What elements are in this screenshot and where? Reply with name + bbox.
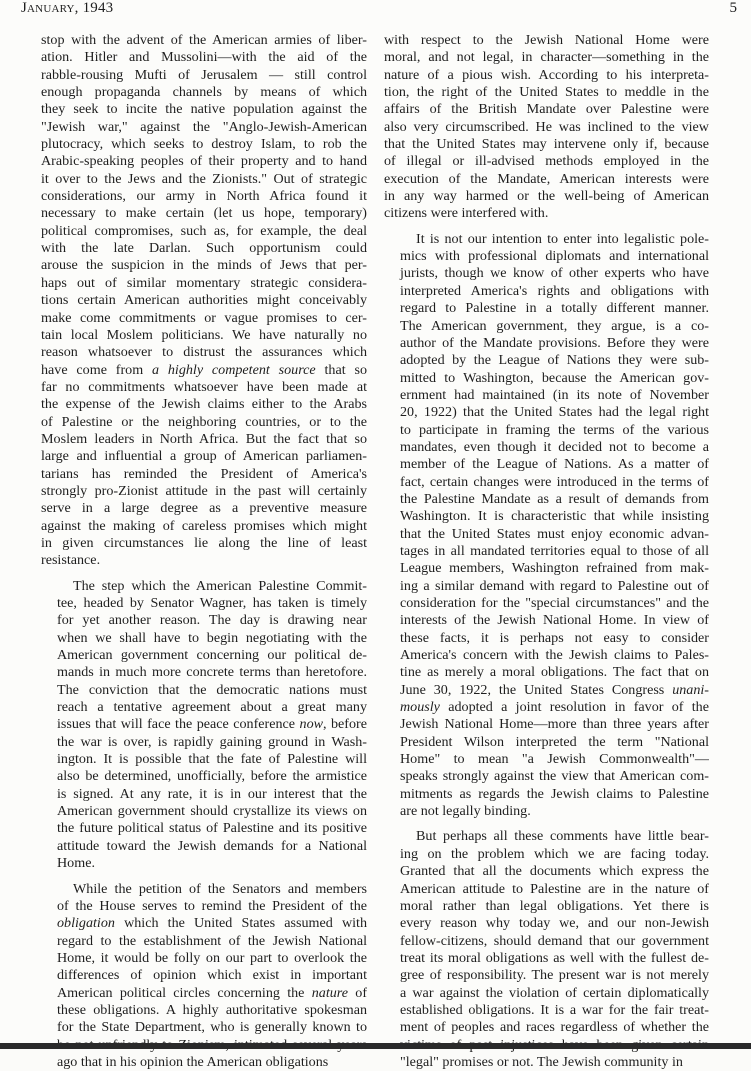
text-line: American political circles concerning the nature of (41, 985, 367, 1002)
text-line: with the late Darlan. Such opportunism could (41, 240, 367, 257)
text-line: strongly pro-Zionist attitude in the past will certainly (41, 483, 367, 500)
text-line: fellow-citizens, should demand that our government (384, 933, 709, 950)
text-line: "Jewish war," against the "Anglo-Jewish-American (41, 119, 367, 136)
text-line: Jewish National Home—more than three years after (384, 716, 709, 733)
text-line: reason whatsoever to distrust the assurances which (41, 344, 367, 361)
text-line: Home. (41, 855, 367, 872)
text-line: June 30, 1922, the United States Congress unani- (384, 682, 709, 699)
text-line: of Palestine or the neighboring countries, or to the (41, 414, 367, 431)
text-line: President Wilson interpreted the term "National (384, 734, 709, 751)
text-line: Moslem leaders in North Africa. But the fact that so (41, 431, 367, 448)
text-line: ing a similar demand with regard to Palestine out of (384, 578, 709, 595)
text-line: every reason why today we, and our non-Jewish (384, 915, 709, 932)
text-line: in given circumstances lie along the line of least (41, 535, 367, 552)
text-line: ment of peoples and races regardless of whether the (384, 1019, 709, 1036)
text-line: are not legally binding. (384, 803, 709, 820)
text-line: affairs of the British Mandate over Palestine were (384, 101, 709, 118)
text-line: of illegal or ill-advised methods employed in the (384, 153, 709, 170)
text-line: regard to the establishment of the Jewish National (41, 933, 367, 950)
running-head (21, 0, 737, 22)
text-line: jurists, though we know of other experts who have (384, 265, 709, 282)
text-line: The American government, they argue, is a co- (384, 318, 709, 335)
text-line: consideration for the "special circumstances" and the (384, 595, 709, 612)
text-line: "legal" promises or not. The Jewish community in (384, 1054, 709, 1071)
text-line: haps out of similar momentary strategic considera- (41, 275, 367, 292)
paragraph (41, 32, 367, 570)
text-line: adopted by the League of Nations they were sub- (384, 352, 709, 369)
text-line: It is not our intention to enter into legalistic pole- (384, 231, 709, 248)
text-line: far no commitments whatsoever have been made at (41, 379, 367, 396)
text-line: Granted that all the documents which express the (384, 863, 709, 880)
text-line: reach a tentative agreement about a great many (41, 699, 367, 716)
text-line: Home, it would be folly on our part to overlook the (41, 950, 367, 967)
paragraph (384, 231, 709, 821)
text-line: established obligations. It is a war for the fair treat- (384, 1002, 709, 1019)
text-line: a war against the violation of certain diplomatically (384, 985, 709, 1002)
text-line: tain local Moslem politicians. We have naturally no (41, 327, 367, 344)
text-line: Arabic-speaking peoples of their property and to hand (41, 153, 367, 170)
text-line: Washington. It is characteristic that while insisting (384, 508, 709, 525)
text-line: these obligations. A highly authoritative spokesman (41, 1002, 367, 1019)
text-line: mitments as regards the Jewish claims to Palestine (384, 786, 709, 803)
paragraph (384, 32, 709, 223)
text-line: have come from a highly competent source that so (41, 362, 367, 379)
text-line: mandates, even though it decided not to become a (384, 439, 709, 456)
text-line: tages in all mandated territories equal to those of all (384, 543, 709, 560)
text-line: interpreted America's rights and obligations with (384, 283, 709, 300)
text-line: also be determined, unofficially, before the armistice (41, 768, 367, 785)
text-line: the expense of the Jewish claims either to the Arabs (41, 396, 367, 413)
issue-date: January, 1943 (21, 0, 113, 17)
text-line: attitude toward the Jewish demands for a National (41, 838, 367, 855)
left-column (41, 32, 367, 1071)
text-line: mously adopted a joint resolution in favor of the (384, 699, 709, 716)
text-line: that the United States may intervene only if, because (384, 136, 709, 153)
text-line: resistance. (41, 552, 367, 569)
text-line: ernment had maintained (in its note of November (384, 387, 709, 404)
text-line: in any way harmed or the well-being of American (384, 188, 709, 205)
text-line: execution of the Mandate, American interests were (384, 171, 709, 188)
text-line: Home" to mean "a Jewish Commonwealth"— (384, 751, 709, 768)
text-line: mitted to Washington, because the American gov- (384, 370, 709, 387)
text-line: it over to the Jews and the Zionists." Out of strategic (41, 171, 367, 188)
text-line: American attitude to Palestine are in the nature of (384, 881, 709, 898)
text-line: the future political status of Palestine and its positive (41, 820, 367, 837)
text-line: necessary to make certain (let us hope, temporary) (41, 205, 367, 222)
text-line: considerations, our army in North Africa found it (41, 188, 367, 205)
text-line: for yet another reason. The day is drawing near (41, 612, 367, 629)
text-line: fact, certain changes were introduced in the terms of (384, 474, 709, 491)
text-line: they seek to incite the native population against the (41, 101, 367, 118)
text-line: when we shall have to begin negotiating with the (41, 630, 367, 647)
viewer-bottom-edge (0, 1043, 751, 1049)
text-line: gree of responsibility. The present war is not merely (384, 967, 709, 984)
text-line: is signed. At any rate, it is in our interest that the (41, 786, 367, 803)
text-line: differences of opinion which exist in important (41, 967, 367, 984)
text-line: enough propaganda channels by means of which (41, 84, 367, 101)
text-line: tion, the right of the United States to meddle in the (384, 84, 709, 101)
text-line: moral rather than legal obligations. Yet there is (384, 898, 709, 915)
text-line: ington. It is possible that the fate of Palestine will (41, 751, 367, 768)
text-line: America's concern with the Jewish claims to Pales- (384, 647, 709, 664)
text-line: ing on the problem which we are facing today. (384, 846, 709, 863)
text-line: large and influential a group of American parliamen- (41, 448, 367, 465)
text-line: The step which the American Palestine Commit- (41, 578, 367, 595)
page-number: 5 (730, 0, 738, 17)
text-line: with respect to the Jewish National Home were (384, 32, 709, 49)
text-line: plutocracy, which seeks to destroy Islam, to rob the (41, 136, 367, 153)
text-line: treat its moral obligations as well with the fullest de- (384, 950, 709, 967)
text-line: against the making of careless promises which might (41, 518, 367, 535)
right-column (384, 32, 709, 1071)
text-line: that the United States must enjoy economic advan- (384, 526, 709, 543)
text-line: tions certain American authorities might conceivably (41, 292, 367, 309)
text-line: the war is over, is rapidly gaining ground in Wash- (41, 734, 367, 751)
text-line: political compromises, such as, for example, the deal (41, 223, 367, 240)
text-line: obligation which the United States assumed with (41, 915, 367, 932)
text-line: ago that in his opinion the American obligations (41, 1054, 367, 1071)
text-line: tine as merely a moral obligations. The fact that on (384, 664, 709, 681)
text-line: American government concerning our political de- (41, 647, 367, 664)
text-line: mands in much more concrete terms than heretofore. (41, 664, 367, 681)
text-line: of the House serves to remind the President of the (41, 898, 367, 915)
text-line: the Palestine Mandate as a result of demands from (384, 491, 709, 508)
text-line: The conviction that the democratic nations must (41, 682, 367, 699)
paragraph (384, 828, 709, 1071)
text-line: serve in a large degree as a preventive measure (41, 500, 367, 517)
text-line: 20, 1922) that the United States had the legal right (384, 404, 709, 421)
text-line: nature of a pious wish. According to his interpreta- (384, 67, 709, 84)
paragraph (41, 578, 367, 873)
text-line: also very circumscribed. He was inclined to the view (384, 119, 709, 136)
text-line: tarians has reminded the President of America's (41, 466, 367, 483)
text-line: issues that will face the peace conference now, before (41, 716, 367, 733)
text-line: regard to Palestine in a totally different manner. (384, 300, 709, 317)
text-line: mics with professional diplomats and international (384, 248, 709, 265)
text-line: But perhaps all these comments have little bear- (384, 828, 709, 845)
text-line: rabble-rousing Mufti of Jerusalem — still control (41, 67, 367, 84)
text-line: speaks strongly against the view that American com- (384, 768, 709, 785)
text-line: these facts, it is perhaps not easy to consider (384, 630, 709, 647)
text-line: American government should crystallize its views on (41, 803, 367, 820)
text-line: for the State Department, who is generally known to (41, 1019, 367, 1036)
text-line: tee, headed by Senator Wagner, has taken is timely (41, 595, 367, 612)
text-line: make come commitments or vague promises to cer- (41, 310, 367, 327)
text-line: ation. Hitler and Mussolini—with the aid of the (41, 49, 367, 66)
text-line: citizens were interfered with. (384, 205, 709, 222)
text-line: stop with the advent of the American armies of liber- (41, 32, 367, 49)
text-line: author of the Mandate provisions. Before they were (384, 335, 709, 352)
text-line: interests of the Jewish National Home. In view of (384, 612, 709, 629)
text-line: moral, and not legal, in character—something in the (384, 49, 709, 66)
text-line: arouse the suspicion in the minds of Jews that per- (41, 257, 367, 274)
text-line: member of the League of Nations. As a matter of (384, 456, 709, 473)
text-line: While the petition of the Senators and members (41, 881, 367, 898)
text-line: to participate in framing the terms of the various (384, 422, 709, 439)
text-line: League members, Washington refrained from mak- (384, 560, 709, 577)
